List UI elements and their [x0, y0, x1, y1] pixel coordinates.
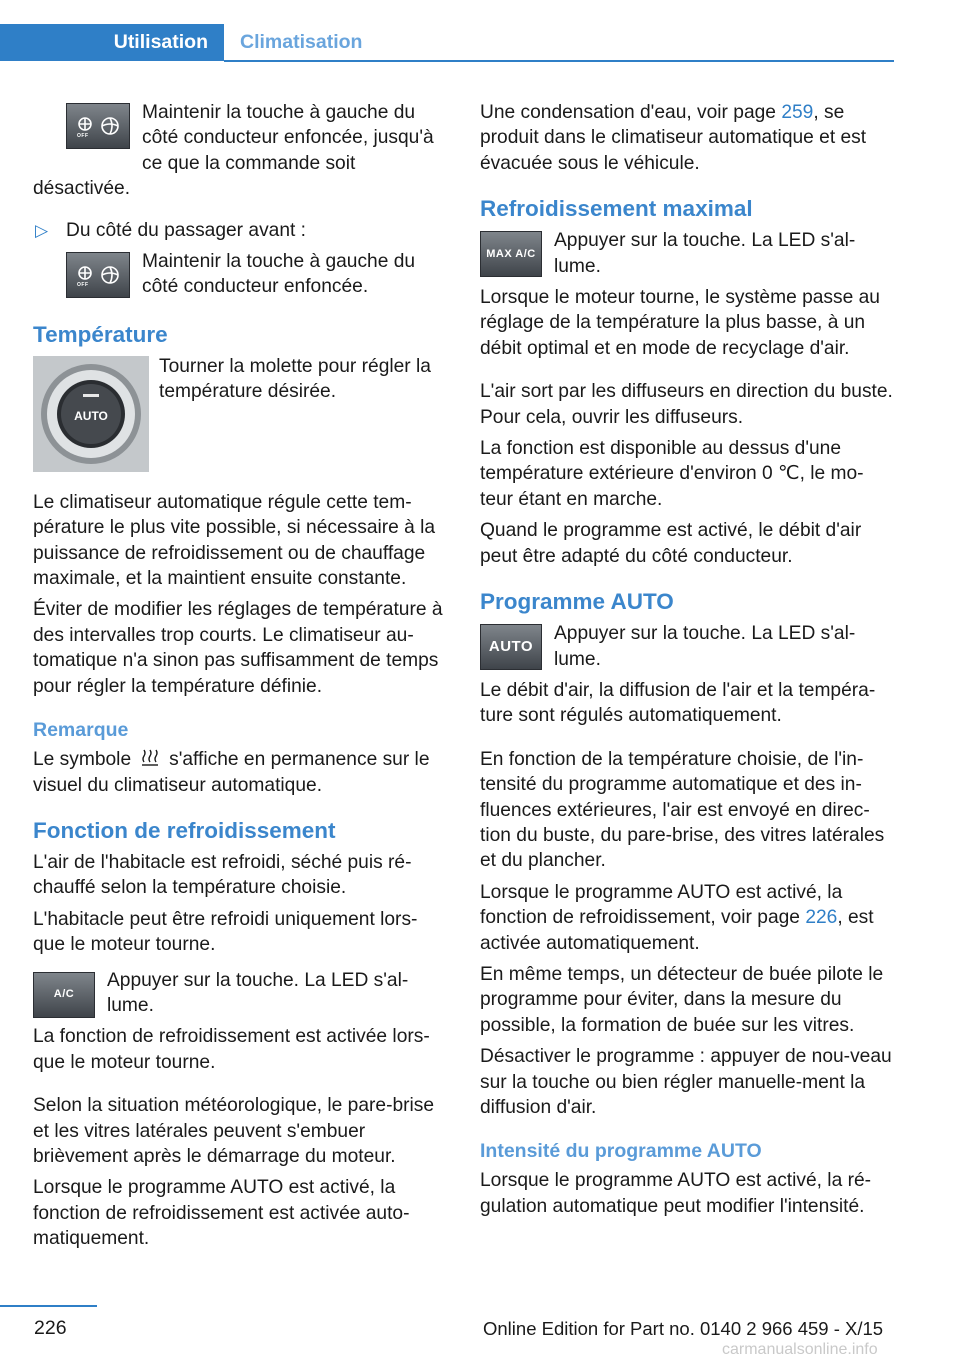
fan-off-icon [66, 103, 130, 149]
text-cool-press: Appuyer sur la touche. La LED s'al-lume. [107, 969, 409, 1016]
text-temp-regulate: Le climatiseur automatique régule cette tem-pérature le plus vite possible, si nécessaire à la puissance de refroidissement ou de chauffage maximale, et la maintient ensuite constante. [33, 491, 436, 590]
fan-off-icon-passenger [66, 252, 130, 298]
header-divider [224, 60, 894, 62]
heat-waves-icon [141, 748, 159, 768]
page-header [0, 24, 894, 62]
bullet-passenger-label: Du côté du passager avant : [66, 219, 306, 241]
text-hold-passenger: Maintenir la touche à gauche du côté conducteur enfoncée. [142, 251, 416, 298]
text-auto-4: En même temps, un détecteur de buée pilote le programme pour éviter, dans la mesure du possible, la formation de buée sur les vitres. [480, 963, 884, 1036]
text-remark [33, 747, 448, 798]
auto-button-icon [480, 624, 542, 670]
link-page-226[interactable]: 226 [805, 907, 838, 929]
temperature-knob-image [33, 356, 149, 472]
svg-text:OFF: OFF [77, 282, 89, 289]
text-temp-avoid: Éviter de modifier les réglages de température à des intervalles trop courts. Le climatiseur au-tomatique n'a sinon pas suffisamment de temps pour régler la température définie. [33, 599, 443, 697]
svg-text:OFF: OFF [77, 133, 89, 139]
page-number: 226 [34, 1317, 67, 1339]
footer-divider [0, 1305, 97, 1307]
text-max-2: L'air sort par les diffuseurs en direction du buste. Pour cela, ouvrir les diffuseurs. [480, 381, 893, 428]
text-max-press: Appuyer sur la touche. La LED s'al-lume. [554, 230, 856, 277]
text-temp-turn: Tourner la molette pour régler la température désirée. [159, 355, 431, 403]
max-ac-button-label: MAX A/C [486, 247, 536, 260]
text-max-3: La fonction est disponible au dessus d'une température extérieure d'environ 0 ℃, le mo-teur étant en marche. [480, 438, 864, 510]
edition-text: Online Edition for Part no. 0140 2 966 459 - X/15 [483, 1318, 884, 1339]
watermark: carmanualsonline.info [722, 1341, 878, 1358]
text-cool-5: Lorsque le programme AUTO est activé, la fonction de refroidissement est activée auto-matiquement. [33, 1177, 410, 1250]
text-auto-1: Le débit d'air, la diffusion de l'air et la tempéra-ture sont régulés automatiquement. [480, 679, 876, 727]
text-cool-2: L'habitacle peut être refroidi uniquement lors-que le moteur tourne. [33, 908, 418, 956]
heading-remark: Remarque [33, 719, 129, 742]
text-max-4: Quand le programme est activé, le débit d'air peut être adapté du côté conducteur. [480, 520, 862, 567]
link-page-259[interactable]: 259 [781, 102, 814, 123]
condensation-part-a: Une condensation d'eau, voir page [480, 102, 776, 123]
max-ac-button-icon [480, 231, 542, 277]
knob-auto-label: AUTO [74, 408, 108, 423]
text-max-1: Lorsque le moteur tourne, le système passe au réglage de la température la plus basse, à un débit optimal et en mode de recyclage d'air. [480, 287, 880, 359]
text-cool-1: L'air de l'habitacle est refroidi, séché puis ré-chauffé selon la température choisie. [33, 851, 412, 899]
text-cool-3: La fonction de refroidissement est activée lors-que le moteur tourne. [33, 1026, 430, 1073]
ac-button-icon [33, 972, 95, 1018]
ac-button-label: A/C [53, 987, 75, 1000]
remark-part-a: Le symbole [33, 749, 132, 771]
text-auto-press: Appuyer sur la touche. La LED s'al-lume. [554, 623, 856, 670]
heading-auto-intensity: Intensité du programme AUTO [480, 1140, 762, 1163]
heading-cooling: Fonction de refroidissement [33, 817, 336, 843]
bullet-triangle-icon: ▷ [35, 220, 49, 240]
text-auto-2: En fonction de la température choisie, de l'in-tensité du programme automatique et des in-fluences extérieures, l'air est envoyé en direc-tion du buste, du pare-brise, des vitres latérales et du plancher. [480, 748, 885, 872]
text-intensity: Lorsque le programme AUTO est activé, la ré-gulation automatique peut modifier l'intensité. [480, 1170, 872, 1217]
auto-button-label: AUTO [488, 638, 534, 656]
bullet-passenger [33, 218, 448, 306]
text-auto-5: Désactiver le programme : appuyer de nou-veau sur la touche ou bien régler manuelle-ment la diffusion d'air. [480, 1046, 892, 1118]
condensation-part-b: , se produit dans le climatiseur automatique et est évacuée sous le véhicule. [480, 102, 867, 174]
text-condensation [480, 100, 895, 176]
heading-temperature: Température [33, 321, 168, 347]
text-cool-4: Selon la situation météorologique, le pare-brise et les vitres latérales peuvent s'embuer brièvement après le démarrage du moteur. [33, 1095, 435, 1167]
auto-3-part-a: Lorsque le programme AUTO est activé, la fonction de refroidissement, voir page [480, 881, 843, 929]
text-auto-3 [480, 880, 895, 956]
tab-climatisation[interactable]: Climatisation [240, 30, 363, 53]
heading-max-cooling: Refroidissement maximal [480, 196, 753, 222]
text-hold-driver: Maintenir la touche à gauche du côté conducteur enfoncée, jusqu'à ce que la commande soit désactivée. [33, 102, 434, 200]
tab-utilisation[interactable]: Utilisation [0, 24, 224, 61]
heading-auto-program: Programme AUTO [480, 589, 674, 615]
auto-3-part-b: , est activée automatiquement. [480, 907, 874, 954]
right-column [480, 100, 895, 1225]
left-column [33, 100, 448, 1258]
remark-part-b: s'affiche en permanence sur le visuel du climatiseur automatique. [33, 749, 430, 796]
